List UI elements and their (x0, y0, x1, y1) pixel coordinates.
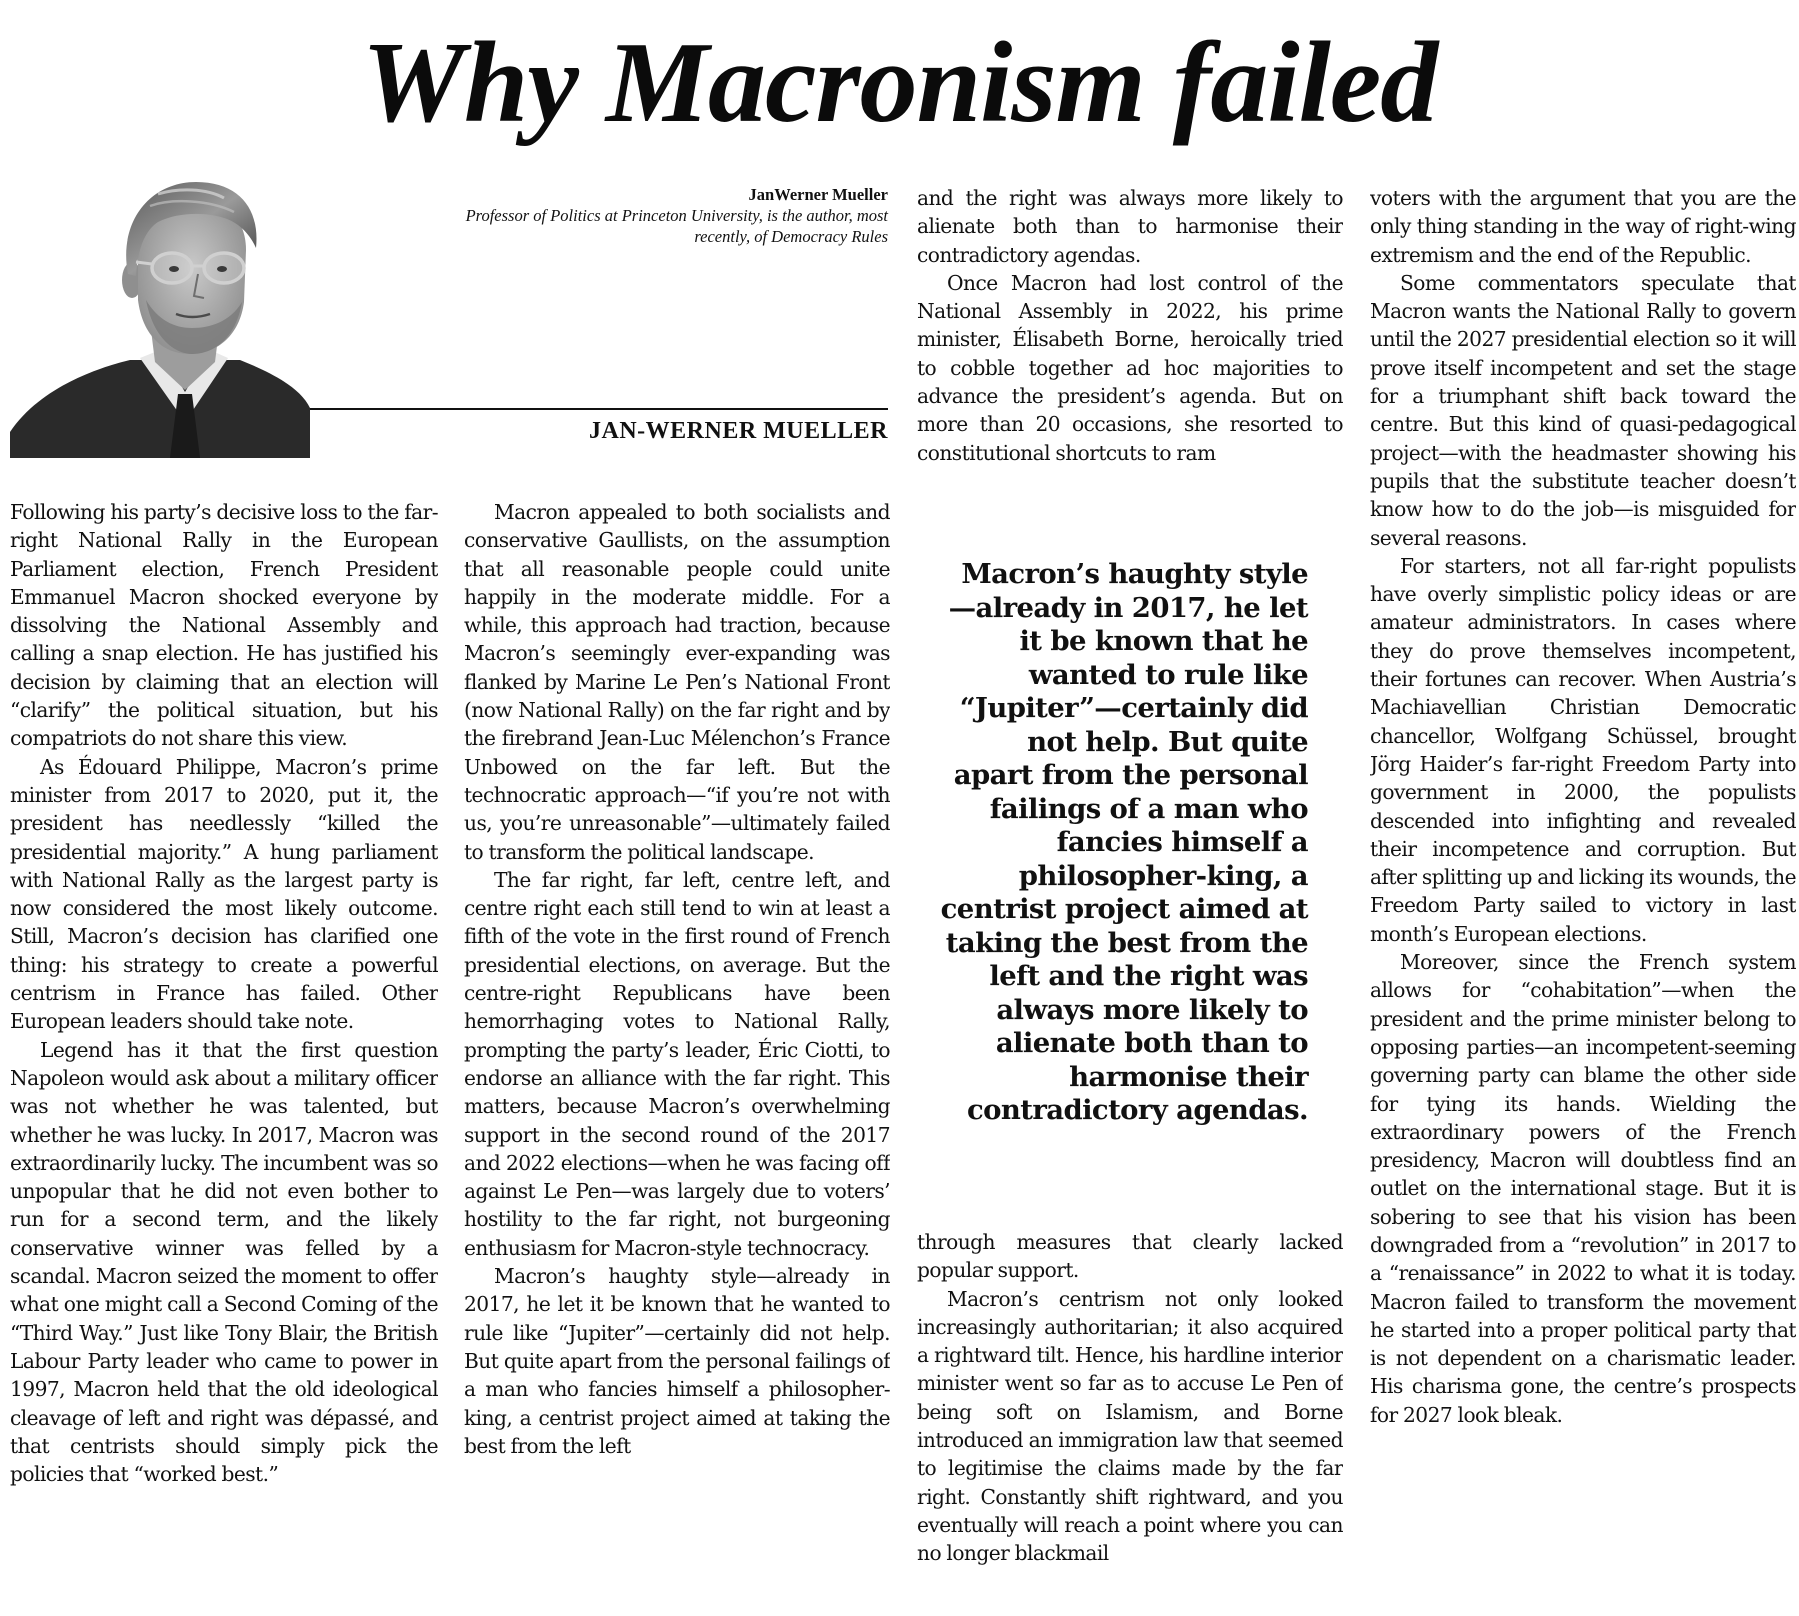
paragraph: Legend has it that the first question Napoleon would ask about a military officer was not whether he was talented, but whether he was lucky. In 2017, Macron was extraordinarily lucky. The incumbent was so unpopular that he did not even bother to run for a second term, and the likely conservative winner was felled by a scandal. Macron seized the moment to offer what one might call a Second Coming of the “Third Way.” Just like Tony Blair, the British Labour Party leader who came to power in 1997, Macron held that the old ideological cleavage of left and right was dépassé, and that centrists should simply pick the policies that “worked best.” (10, 1037, 438, 1487)
headline: Why Macronism failed (361, 19, 1438, 147)
paragraph: Macron’s haughty style—already in 2017, he let it be known that he wanted to rule like “Jupiter”—certainly did not help. But quite apart from the personal failings of a man who fancies himself a philosopher-king, a centrist project aimed at taking the best from the left (464, 1264, 890, 1458)
paragraph: For starters, not all far-right populists have overly simplistic policy ideas or are amateur administrators. In cases where they do prove themselves incompetent, their fortunes can recover. When Austria’s Machiavellian Christian Democratic chancellor, Wolfgang Schüssel, brought Jörg Haider’s far-right Freedom Party into government in 2000, the populists descended into infighting and revealed their incompetence and corruption. But after splitting up and licking its wounds, the Freedom Party sailed to victory in last month’s European elections. (1370, 553, 1796, 946)
paragraph: Once Macron had lost control of the National Assembly in 2022, his prime minister, Élisabeth Borne, heroically tried to cobble together ad hoc majorities to advance the president’s agenda. But on more than 20 occasions, she resorted to constitutional shortcuts to ram (917, 270, 1343, 465)
author-credit-name: JanWerner Mueller (748, 185, 888, 204)
byline-name: JAN-WERNER MUELLER (588, 418, 888, 444)
paragraph: Moreover, since the French system allows for “cohabitation”—when the president and the prime minister belong to opposing parties—an incompetent-seeming governing party can blame the other side for tying its hands. Wielding the extraordinary powers of the French presidency, Macron will doubtless find an outlet on the international stage. But it is sobering to see that his vision has been downgraded from a “revolution” in 2017 to a “renaissance” in 2022 to what it is today. Macron failed to transform the movement he started into a proper political party that is not dependent on a charismatic leader. His charisma gone, the centre’s prospects for 2027 look bleak. (1370, 950, 1796, 1427)
author-credit-description: Professor of Politics at Princeton University, is the author, most recently, of Democracy Rules (465, 206, 888, 246)
text-column-1 (10, 498, 438, 1613)
author-portrait (10, 182, 310, 458)
text-column-3-top (917, 184, 1343, 504)
pull-quote: Macron’s haughty style—already in 2017, he let it be known that he wanted to rule like “Jupiter”—certainly did not help. But quite apart from the personal failings of a man who fancies himself a philosopher-king, a centrist project aimed at taking the best from the left and the right was always more likely to alienate both than to harmonise their contradictory agendas. (940, 558, 1308, 1126)
paragraph: voters with the argument that you are the only thing standing in the way of right-wing extremism and the end of the Republic. (1370, 186, 1796, 267)
paragraph: Following his party’s decisive loss to the far-right National Rally in the European Parliament election, French President Emmanuel Macron shocked everyone by dissolving the National Assembly and calling a snap election. He has justified his decision by claiming that an election will “clarify” the political situation, but his compatriots do not share this view. (10, 500, 438, 751)
paragraph: The far right, far left, centre left, and centre right each still tend to win at least a fifth of the vote in the first round of French presidential elections, on average. But the centre-right Republicans have been hemorrhaging votes to National Rally, prompting the party’s leader, Éric Ciotti, to endorse an alliance with the far right. This matters, because Macron’s overwhelming support in the second round of the 2017 and 2022 elections—when he was facing off against Le Pen—was largely due to voters’ hostility to the far right, not burgeoning enthusiasm for Macron-style technocracy. (464, 867, 890, 1260)
paragraph: and the right was always more likely to alienate both than to harmonise their contradictory agendas. (917, 186, 1343, 267)
author-credit (428, 184, 888, 247)
text-column-4 (1370, 184, 1796, 1613)
byline-rule (310, 408, 888, 410)
paragraph: Macron appealed to both socialists and conservative Gaullists, on the assumption that all reasonable people could unite happily in the moderate middle. For a while, this approach had traction, because Macron’s seemingly ever-expanding was flanked by Marine Le Pen’s National Front (now National Rally) on the far right and by the firebrand Jean-Luc Mélenchon’s France Unbowed on the far left. But the technocratic approach—“if you’re not with us, you’re unreasonable”—ultimately failed to transform the political landscape. (464, 500, 890, 864)
text-column-3-bottom (917, 1228, 1343, 1613)
paragraph: As Édouard Philippe, Macron’s prime minister from 2017 to 2020, put it, the president has needlessly “killed the presidential majority.” A hung parliament with National Rally as the largest party is now considered the most likely outcome. Still, Macron’s decision has clarified one thing: his strategy to create a powerful centrism in France has failed. Other European leaders should take note. (10, 754, 438, 1034)
text-column-2 (464, 498, 890, 1613)
paragraph: Macron’s centrism not only looked increasingly authoritarian; it also acquired a rightward tilt. Hence, his hardline interior minister went so far as to accuse Le Pen of being soft on Islamism, and Borne introduced an immigration law that seemed to legitimise the claims made by the far right. Constantly shift rightward, and you eventually will reach a point where you can no longer blackmail (917, 1286, 1343, 1566)
paragraph: Some commentators speculate that Macron wants the National Rally to govern until the 2027 presidential election so it will prove itself incompetent and set the stage for a triumphant shift back toward the centre. But this kind of quasi-pedagogical project—with the headmaster showing his pupils that the substitute teacher doesn’t know how to do the job—is misguided for several reasons. (1370, 270, 1796, 550)
paragraph: through measures that clearly lacked popular support. (917, 1230, 1343, 1283)
